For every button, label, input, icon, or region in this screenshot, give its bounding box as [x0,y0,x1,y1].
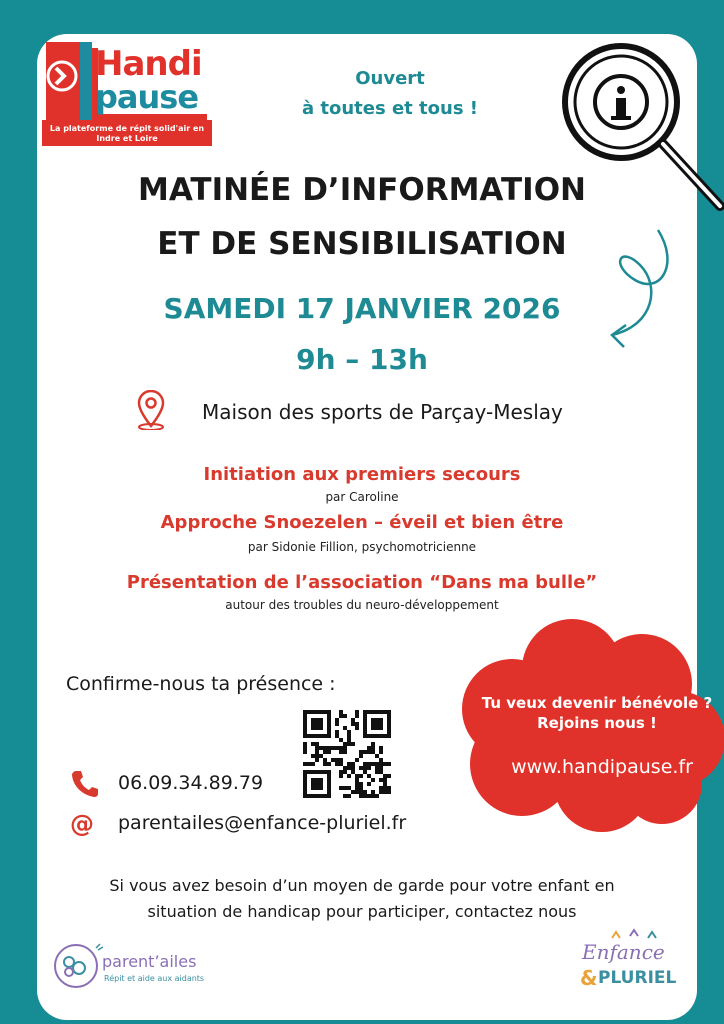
parentailes-logo [52,940,222,990]
event-location: Maison des sports de Parçay-Meslay [202,400,563,424]
volunteer-url[interactable]: www.handipause.fr [511,756,693,778]
title-line-2: ET DE SENSIBILISATION [157,226,567,262]
location-pin-icon [134,390,168,430]
enfance-word: Enfance [582,940,665,964]
event-hours: 9h – 13h [296,343,428,376]
activity-2-subtitle: par Sidonie Fillion, psychomotricienne [247,540,477,554]
logo-arrow-icon [42,38,102,128]
footer-line-2: situation de handicap pour participer, contactez nous [147,902,577,921]
phone-icon [70,768,98,798]
open-to-all [270,64,510,124]
logo-word-pause: pause [95,78,199,116]
phone-number[interactable]: 06.09.34.89.79 [118,772,264,794]
volunteer-line-1: Tu veux devenir bénévole ? [481,694,713,712]
pluriel-word: PLURIEL [598,968,677,988]
email-address[interactable]: parentailes@enfance-pluriel.fr [118,812,407,834]
handipause-logo [42,38,212,146]
enfance-amp: & [580,966,598,990]
email-at-icon: @ [70,810,94,838]
activity-1-title: Initiation aux premiers secours [203,464,521,485]
parentailes-heart-icon [52,940,104,990]
logo-tagline: La plateforme de répit solid'air en Indre et Loire [42,120,212,146]
parentailes-tagline: Répit et aide aux aidants [104,974,205,983]
title-line-1: MATINÉE D’INFORMATION [137,172,586,208]
activity-3-title: Présentation de l’association “Dans ma bulle” [126,572,598,593]
activity-2-title: Approche Snoezelen – éveil et bien être [160,512,564,533]
activity-1-subtitle: par Caroline [325,490,399,504]
confirm-presence: Confirme-nous ta présence : [66,673,336,695]
event-date: SAMEDI 17 JANVIER 2026 [163,292,561,325]
parentailes-name: parent’ailes [102,952,197,971]
enfance-pluriel-logo [578,928,682,992]
logo-word-handi: Handi [95,44,202,84]
open-line-2: à toutes et tous ! [301,98,479,119]
activity-3-subtitle: autour des troubles du neuro-développement [225,598,499,612]
volunteer-line-2: Rejoins nous ! [537,714,657,732]
footer-line-1: Si vous avez besoin d’un moyen de garde pour votre enfant en [109,876,615,895]
open-line-1: Ouvert [355,68,425,89]
qr-code-icon[interactable] [303,710,391,798]
